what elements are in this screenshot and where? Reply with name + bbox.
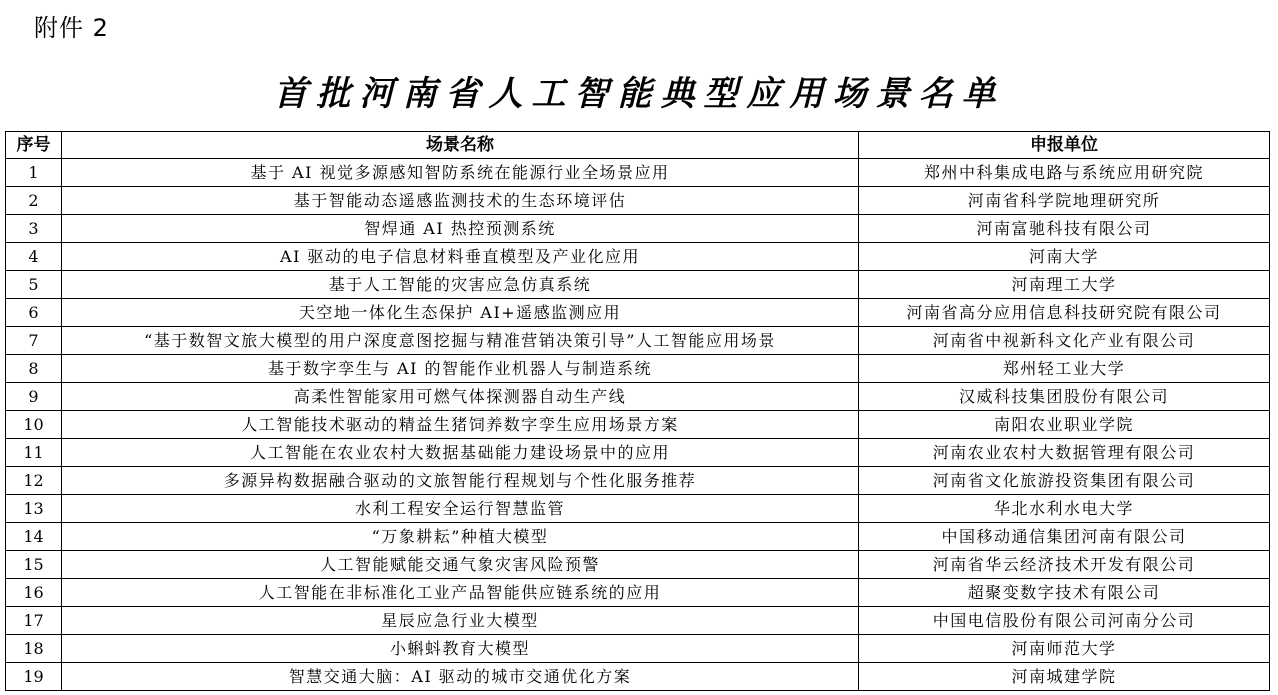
scene-name-cell: 多源异构数据融合驱动的文旅智能行程规划与个性化服务推荐	[62, 467, 859, 495]
applicant-unit-cell: 河南省科学院地理研究所	[859, 187, 1270, 215]
applicant-unit-cell: 河南农业农村大数据管理有限公司	[859, 439, 1270, 467]
scene-name-cell: 星辰应急行业大模型	[62, 607, 859, 635]
applicant-unit-cell: 河南富驰科技有限公司	[859, 215, 1270, 243]
header-serial-number: 序号	[6, 132, 62, 159]
table-row	[6, 607, 1270, 635]
scene-name-cell: 基于智能动态遥感监测技术的生态环境评估	[62, 187, 859, 215]
serial-number-cell: 10	[6, 411, 62, 439]
table-row	[6, 551, 1270, 579]
table-row	[6, 635, 1270, 663]
scene-name-cell: 人工智能在农业农村大数据基础能力建设场景中的应用	[62, 439, 859, 467]
table-row	[6, 327, 1270, 355]
table-row	[6, 439, 1270, 467]
serial-number-cell: 7	[6, 327, 62, 355]
table-row	[6, 383, 1270, 411]
scene-name-cell: 人工智能在非标准化工业产品智能供应链系统的应用	[62, 579, 859, 607]
table-row	[6, 159, 1270, 187]
scene-name-cell: 基于数字孪生与 AI 的智能作业机器人与制造系统	[62, 355, 859, 383]
serial-number-cell: 13	[6, 495, 62, 523]
scene-name-cell: 高柔性智能家用可燃气体探测器自动生产线	[62, 383, 859, 411]
scene-name-cell: 基于人工智能的灾害应急仿真系统	[62, 271, 859, 299]
document-title: 首批河南省人工智能典型应用场景名单	[273, 74, 1005, 114]
table-row	[6, 271, 1270, 299]
serial-number-cell: 15	[6, 551, 62, 579]
scene-name-cell: “基于数智文旅大模型的用户深度意图挖掘与精准营销决策引导”人工智能应用场景	[62, 327, 859, 355]
serial-number-cell: 9	[6, 383, 62, 411]
table-row	[6, 467, 1270, 495]
serial-number-cell: 11	[6, 439, 62, 467]
applicant-unit-cell: 河南省中视新科文化产业有限公司	[859, 327, 1270, 355]
applicant-unit-cell: 南阳农业职业学院	[859, 411, 1270, 439]
applicant-unit-cell: 河南城建学院	[859, 663, 1270, 691]
attachment-label: 附件 2	[34, 14, 109, 42]
scene-name-cell: 人工智能赋能交通气象灾害风险预警	[62, 551, 859, 579]
table-row	[6, 663, 1270, 691]
table-row	[6, 411, 1270, 439]
scene-name-cell: 水利工程安全运行智慧监管	[62, 495, 859, 523]
table-row	[6, 495, 1270, 523]
scene-name-cell: 天空地一体化生态保护 AI+遥感监测应用	[62, 299, 859, 327]
applicant-unit-cell: 中国移动通信集团河南有限公司	[859, 523, 1270, 551]
applicant-unit-cell: 河南省华云经济技术开发有限公司	[859, 551, 1270, 579]
applicant-unit-cell: 华北水利水电大学	[859, 495, 1270, 523]
scene-name-cell: 人工智能技术驱动的精益生猪饲养数字孪生应用场景方案	[62, 411, 859, 439]
table-row	[6, 187, 1270, 215]
applicant-unit-cell: 河南大学	[859, 243, 1270, 271]
serial-number-cell: 19	[6, 663, 62, 691]
table-row	[6, 243, 1270, 271]
scene-name-cell: 小蝌蚪教育大模型	[62, 635, 859, 663]
scene-name-cell: “万象耕耘”种植大模型	[62, 523, 859, 551]
scene-name-cell: 智焊通 AI 热控预测系统	[62, 215, 859, 243]
table-header-row	[6, 132, 1270, 159]
scene-name-cell: 基于 AI 视觉多源感知智防系统在能源行业全场景应用	[62, 159, 859, 187]
table-row	[6, 299, 1270, 327]
scene-name-cell: 智慧交通大脑：AI 驱动的城市交通优化方案	[62, 663, 859, 691]
applicant-unit-cell: 河南理工大学	[859, 271, 1270, 299]
applicant-unit-cell: 河南省文化旅游投资集团有限公司	[859, 467, 1270, 495]
serial-number-cell: 5	[6, 271, 62, 299]
applicant-unit-cell: 郑州中科集成电路与系统应用研究院	[859, 159, 1270, 187]
serial-number-cell: 8	[6, 355, 62, 383]
applicant-unit-cell: 郑州轻工业大学	[859, 355, 1270, 383]
serial-number-cell: 3	[6, 215, 62, 243]
header-applicant-unit: 申报单位	[859, 132, 1270, 159]
table-row	[6, 579, 1270, 607]
serial-number-cell: 1	[6, 159, 62, 187]
header-scene-name: 场景名称	[62, 132, 859, 159]
serial-number-cell: 4	[6, 243, 62, 271]
serial-number-cell: 14	[6, 523, 62, 551]
applicant-unit-cell: 超聚变数字技术有限公司	[859, 579, 1270, 607]
table-body	[6, 159, 1270, 691]
applicant-unit-cell: 河南师范大学	[859, 635, 1270, 663]
serial-number-cell: 17	[6, 607, 62, 635]
table-row	[6, 215, 1270, 243]
serial-number-cell: 2	[6, 187, 62, 215]
scene-name-cell: AI 驱动的电子信息材料垂直模型及产业化应用	[62, 243, 859, 271]
applicant-unit-cell: 河南省高分应用信息科技研究院有限公司	[859, 299, 1270, 327]
applicant-unit-cell: 中国电信股份有限公司河南分公司	[859, 607, 1270, 635]
serial-number-cell: 18	[6, 635, 62, 663]
serial-number-cell: 6	[6, 299, 62, 327]
table-row	[6, 523, 1270, 551]
applicant-unit-cell: 汉威科技集团股份有限公司	[859, 383, 1270, 411]
table-row	[6, 355, 1270, 383]
serial-number-cell: 12	[6, 467, 62, 495]
scenes-table	[5, 131, 1270, 691]
serial-number-cell: 16	[6, 579, 62, 607]
